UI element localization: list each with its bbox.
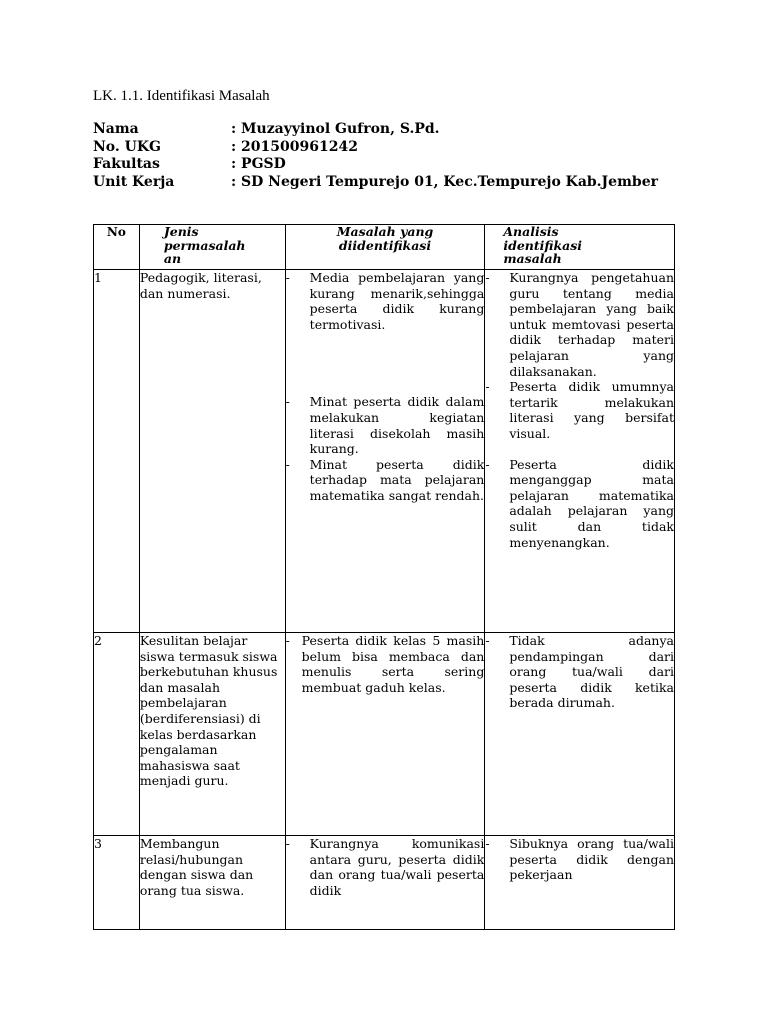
- bullet-dash: -: [285, 633, 290, 648]
- list-item: [485, 379, 674, 441]
- header-masalah-line: Masalah yang: [336, 224, 434, 239]
- identity-value: : 201500961242: [231, 138, 358, 155]
- item-text: Kurangnya pengetahuan guru tentang media pembelajaran yang baik untuk memtovasi peserta didik terhadap materi pelajaran yang dilaksanakan.: [509, 270, 674, 379]
- bullet-dash: -: [285, 836, 290, 851]
- header-analisis: [485, 225, 675, 270]
- list-item: [286, 270, 485, 332]
- identity-label: Nama: [93, 121, 139, 137]
- identity-row-no-ukg: [93, 139, 693, 157]
- cell-analisis: [485, 836, 675, 930]
- cell-masalah: [285, 633, 485, 836]
- identity-label: No. UKG: [93, 138, 161, 155]
- identity-row-fakultas: [93, 156, 693, 174]
- bullet-dash: -: [285, 270, 290, 285]
- cell-no: 1: [94, 270, 140, 633]
- bullet-dash: -: [485, 836, 490, 851]
- identity-value: : Muzayyinol Gufron, S.Pd.: [231, 121, 440, 137]
- list-item: [286, 633, 485, 695]
- bullet-dash: -: [285, 394, 290, 410]
- header-jenis-line: Jenis: [163, 224, 199, 239]
- list-item: [485, 633, 674, 711]
- document-title: LK. 1.1. Identifikasi Masalah: [93, 88, 270, 104]
- table-header-row: [94, 225, 675, 270]
- cell-jenis: Kesulitan belajar siswa termasuk siswa berkebutuhan khusus dan masalah pembelajaran (berdiferensiasi) di kelas berdasarkan pengalaman mahasiswa saat menjadi guru.: [139, 633, 285, 836]
- list-item: [485, 270, 674, 379]
- bullet-dash: -: [485, 633, 490, 648]
- cell-masalah: [285, 836, 485, 930]
- item-text: Peserta didik kelas 5 masih belum bisa membaca dan menulis serta sering membuat gaduh kelas.: [301, 633, 485, 695]
- item-text: Peserta didik menganggap mata pelajaran matematika adalah pelajaran yang sulit dan tidak menyenangkan.: [509, 456, 674, 550]
- table-row: [94, 836, 675, 930]
- problem-table: [93, 224, 675, 930]
- cell-analisis: [485, 633, 675, 836]
- header-jenis-line: an: [163, 251, 182, 266]
- bullet-dash: -: [485, 456, 490, 472]
- bullet-dash: -: [485, 270, 490, 285]
- list-item: [485, 836, 674, 883]
- table-row: [94, 633, 675, 836]
- bullet-dash: -: [485, 379, 490, 395]
- item-text: Peserta didik umumnya tertarik melakukan literasi yang bersifat visual.: [509, 379, 674, 441]
- item-text: Tidak adanya pendampingan dari orang tua/wali dari peserta didik ketika berada dirumah.: [509, 633, 674, 711]
- item-text: Minat peserta didik dalam melakukan kegiatan literasi disekolah masih kurang.: [309, 394, 485, 457]
- cell-analisis: [485, 270, 675, 633]
- header-analisis-line: masalah: [503, 251, 562, 266]
- list-item: [485, 457, 674, 551]
- item-text: Sibuknya orang tua/wali peserta didik dengan pekerjaan: [509, 836, 674, 883]
- identity-label: Unit Kerja: [93, 173, 175, 190]
- identity-block: [93, 121, 693, 191]
- header-masalah-line: diidentifikasi: [338, 237, 432, 253]
- header-analisis-line: identifikasi: [503, 237, 583, 253]
- cell-masalah: [285, 270, 485, 633]
- header-jenis-line: permasalah: [163, 237, 246, 253]
- list-item: [286, 457, 485, 504]
- identity-value: : SD Negeri Tempurejo 01, Kec.Tempurejo Kab.Jember: [231, 173, 658, 190]
- header-masalah: [285, 225, 485, 270]
- list-item: [286, 394, 485, 456]
- header-no: No: [94, 225, 140, 270]
- list-item: [286, 836, 485, 898]
- cell-no: 3: [94, 836, 140, 930]
- item-text: Minat peserta didik terhadap mata pelajaran matematika sangat rendah.: [309, 456, 485, 503]
- bullet-dash: -: [285, 456, 290, 472]
- cell-jenis: Membangun relasi/hubungan dengan siswa dan orang tua siswa.: [139, 836, 285, 930]
- item-text: Kurangnya komunikasi antara guru, peserta didik dan orang tua/wali peserta didik: [309, 836, 485, 898]
- identity-row-nama: [93, 121, 693, 139]
- table-row: [94, 270, 675, 633]
- identity-label: Fakultas: [93, 156, 160, 173]
- header-analisis-line: Analisis: [503, 224, 559, 239]
- item-text: Media pembelajaran yang kurang menarik,sehingga peserta didik kurang termotivasi.: [309, 270, 485, 332]
- header-jenis: [139, 225, 285, 270]
- cell-jenis: Pedagogik, literasi, dan numerasi.: [139, 270, 285, 633]
- identity-value: : PGSD: [231, 156, 286, 173]
- identity-row-unit-kerja: [93, 174, 693, 192]
- cell-no: 2: [94, 633, 140, 836]
